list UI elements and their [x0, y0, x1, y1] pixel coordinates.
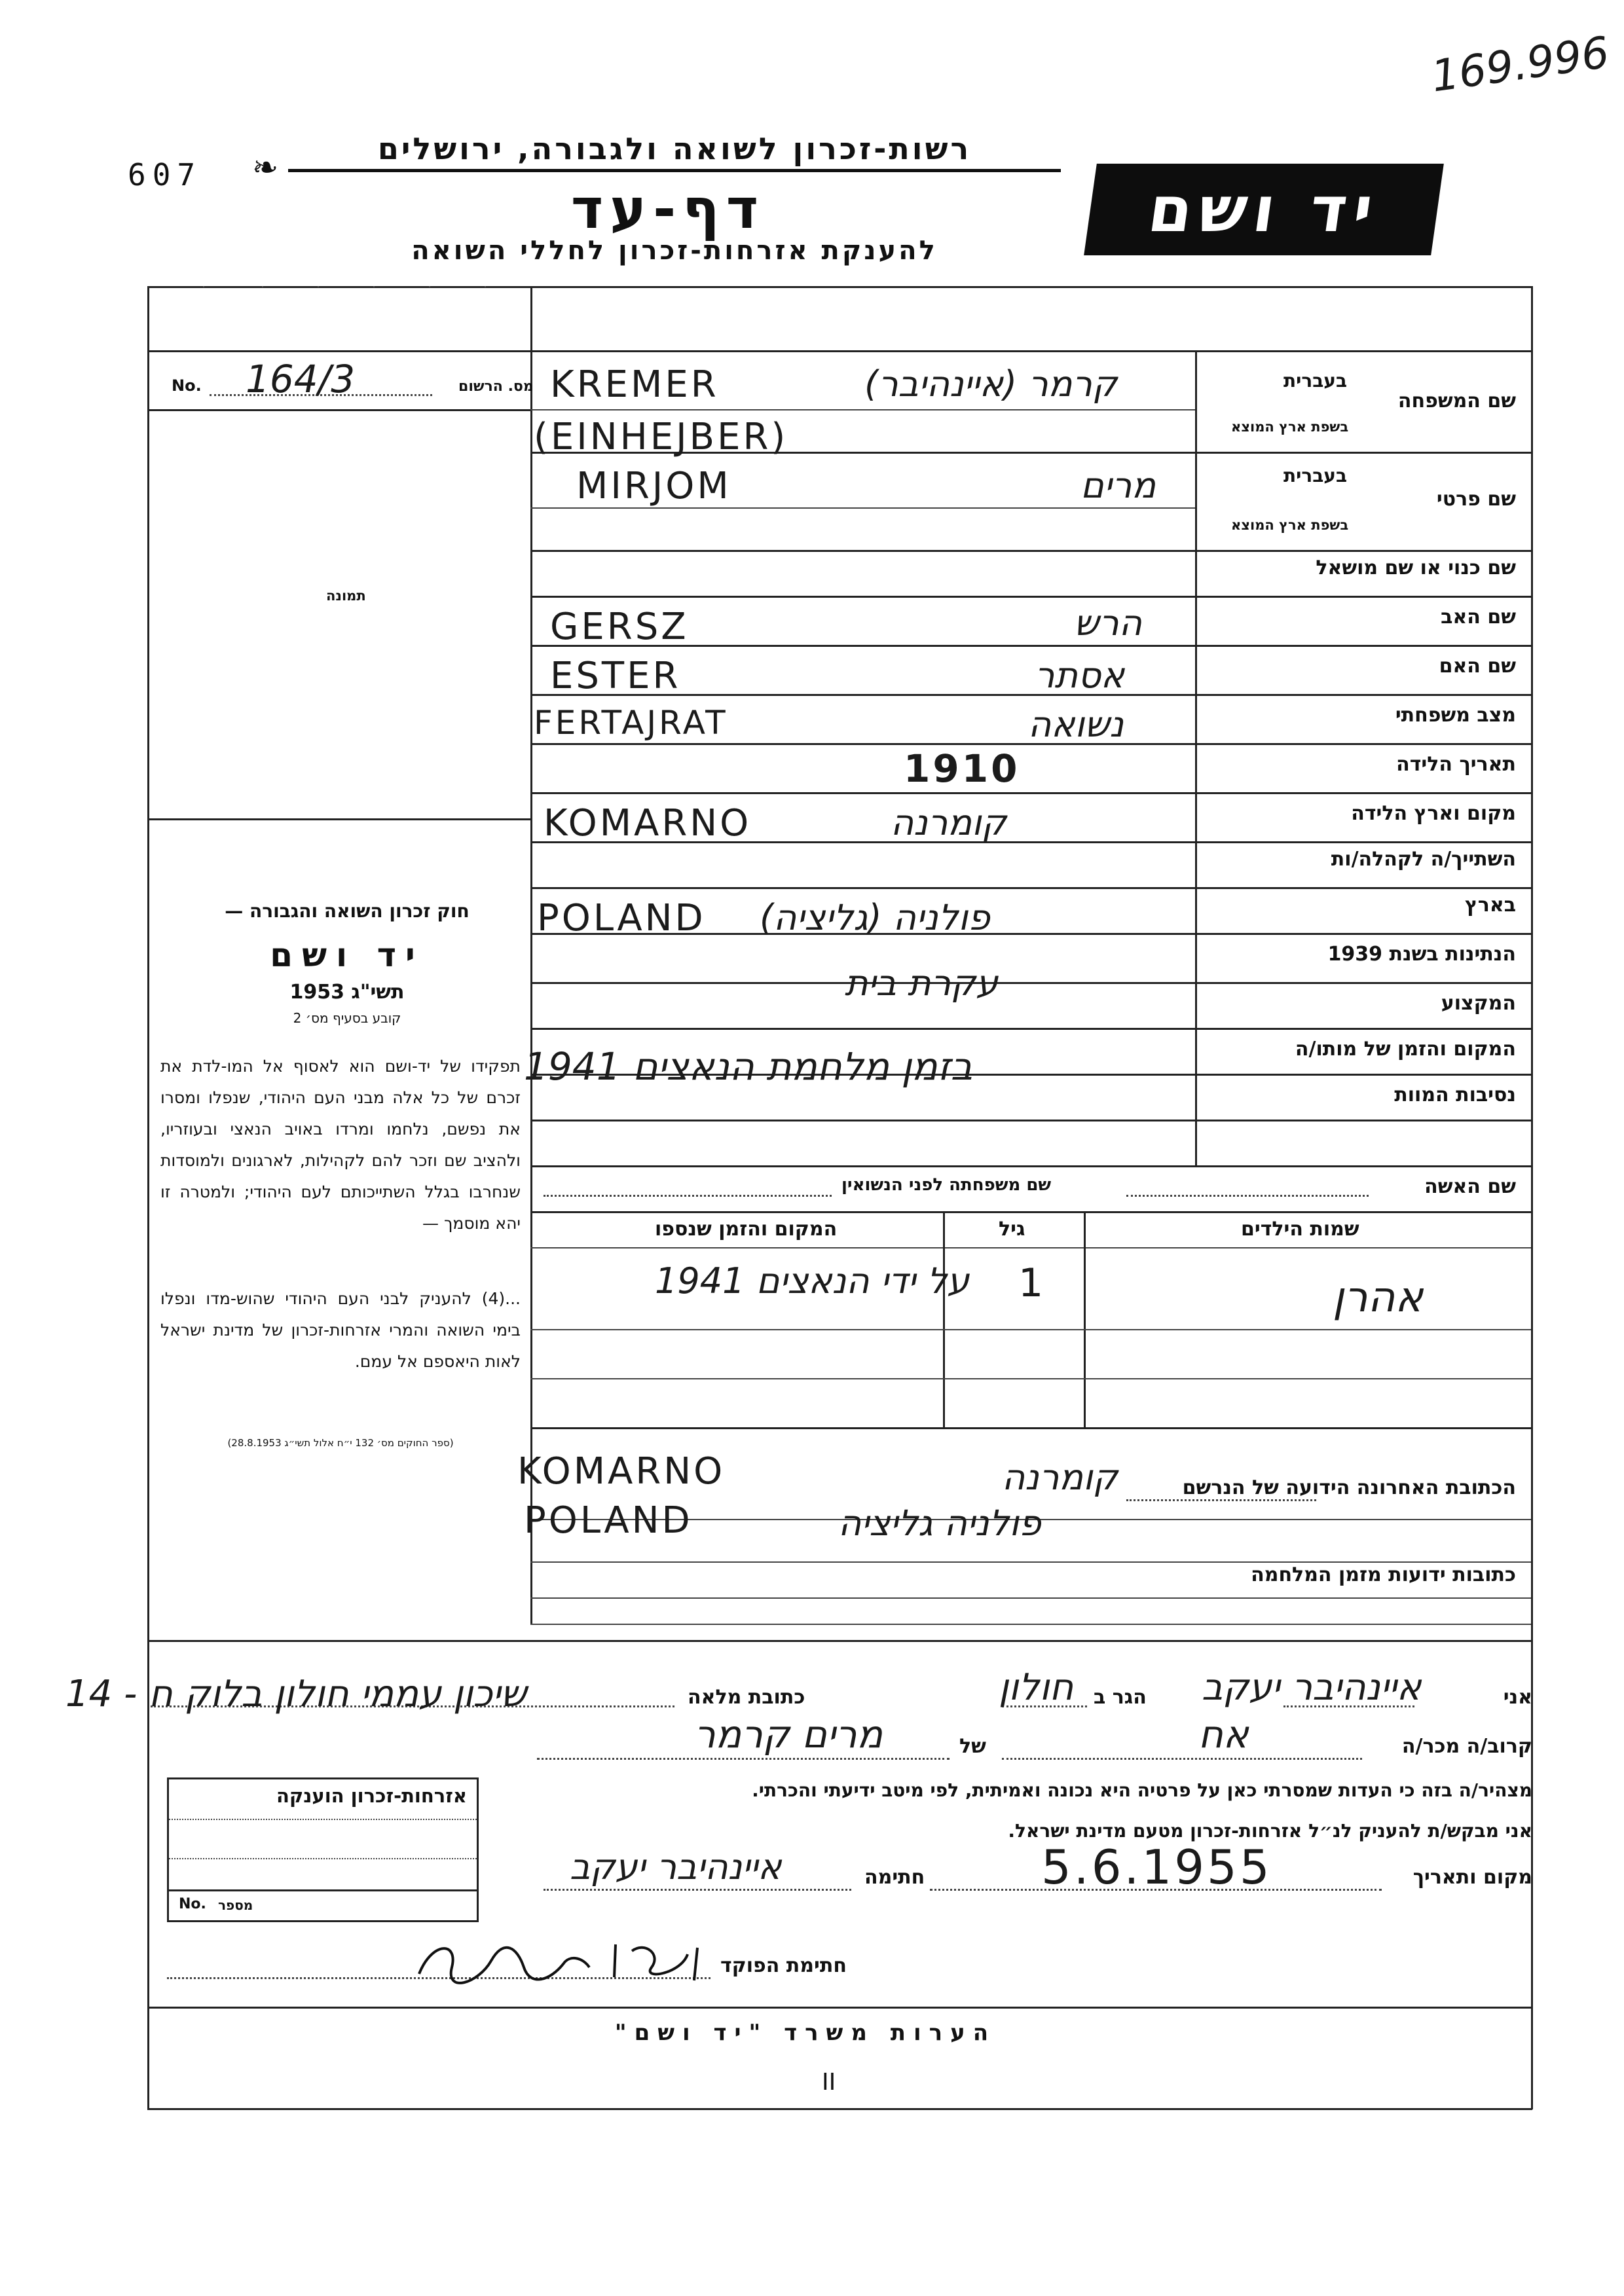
label-hebrew-2: בעברית [1283, 465, 1348, 486]
value-mother-latin: ESTER [550, 655, 681, 697]
value-profession: עקרת בית [845, 962, 999, 1004]
label-wife: שם האשה [1424, 1175, 1516, 1198]
citizenship-box [167, 1777, 479, 1922]
label-community: השתייך/ה לקהלה/ות [1331, 848, 1516, 871]
address-line1-latin: KOMARNO [517, 1450, 726, 1493]
declaration-text: מצהיר/ה בזה כי העדות שמסרתי כאן על פרטיה היא נכונה ואמיתית, לפי מיטב ידיעתי והכרתי. [752, 1779, 1532, 1801]
value-first-name-latin: MIRJOM [576, 465, 731, 507]
value-first-name-hebrew: מרים [1080, 465, 1156, 506]
law-paragraph-1: תפקידו של יד-ושם הוא לאסוף אל המו-לדת את זכרם של כל אלה מבני העם היהודי, שנפלו ומסרו את נפשם, נלחמו ומרדו באויב הנאצי ובעוזריו, ולהציב שם וזכר להם לקהילות, לארגונים ולמוסדות שנחרבו בגלל השתייכותם לעם היהודי; ולמטרה זו יהא מוסמך — [160, 1057, 521, 1233]
label-officer-signature: חתימת הפוקד [720, 1954, 847, 1977]
law-citation: (ספר החוקים מס׳ 132 י״ח אלול תשי״ג 28.8.1953) [227, 1437, 454, 1449]
label-father: שם האב [1441, 606, 1516, 629]
law-clause: קובע בסעיף מס׳ 2 [293, 1010, 401, 1026]
yad-vashem-logo [1084, 164, 1444, 255]
reg-no-label: No. [172, 376, 202, 395]
child-1-age: 1 [1018, 1260, 1046, 1306]
value-mother-hebrew: אסתר [1035, 655, 1125, 696]
margin-number: 607 [128, 157, 202, 192]
label-relation: קרוב/ה מכר/ה [1401, 1735, 1532, 1758]
declarant-signature: איינהיבר יעקב [570, 1846, 782, 1887]
label-profession: המקצוע [1441, 992, 1516, 1015]
declarant-date: 5.6.1955 [1041, 1840, 1272, 1895]
reg-number: 164/3 [246, 357, 356, 401]
child-1-name: אהרן [1333, 1273, 1424, 1322]
value-death: בזמן מלחמת הנאצים 1941 [524, 1044, 973, 1089]
frame-top [147, 286, 1532, 288]
address-line2-hebrew: פולניה גליציה [838, 1503, 1041, 1544]
label-full-address: כתובת מלאה [688, 1686, 805, 1709]
label-birthplace: מקום וארץ הלידה [1351, 802, 1516, 825]
label-mother: שם האם [1439, 655, 1516, 678]
law-paragraph-2: ...(4) להעניק לבני העם היהודי שהוש-מדו ונפלו בימי השואה והמרי אזרחות-זכרון של מדינת ישראל לאות היאספם אל עמם. [160, 1289, 521, 1371]
label-wartime-address: כתובות ידועות מזמן המלחמה [1251, 1563, 1516, 1586]
value-marital-latin: FERTAJRAT [534, 704, 728, 742]
label-family-name: שם המשפחה [1397, 390, 1516, 412]
photo-label: תמונה [326, 588, 366, 604]
label-place-date: מקום ותאריך [1412, 1866, 1532, 1889]
citizenship-box-number: מספר [218, 1897, 253, 1913]
footer-mark: II [822, 2069, 836, 2096]
label-citizenship: הנתינות בשנת 1939 [1327, 943, 1516, 966]
logo-text: יד ושם [1143, 173, 1384, 246]
label-hebrew-1: בעברית [1283, 370, 1348, 392]
declarant-name: איינהיבר יעקב [1202, 1666, 1422, 1709]
value-country-latin: POLAND [537, 897, 706, 939]
children-header-names: שמות הילדים [1241, 1218, 1359, 1241]
label-divider [1195, 350, 1197, 1165]
value-birthplace-latin: KOMARNO [544, 802, 752, 845]
request-text: אני מבקש/ת להעניק לנ״ל אזרחות-זכרון מטעם מדינת ישראל. [1008, 1820, 1532, 1842]
declarant-address: שיכון עממי חולון בלוק ח - 14 [65, 1673, 527, 1715]
declarant-relation: אח [1198, 1712, 1249, 1757]
label-marital: מצב משפחתי [1395, 704, 1516, 727]
value-country-hebrew: פולניה (גליציה) [760, 897, 990, 938]
declarant-resident: חולון [999, 1666, 1074, 1709]
label-maiden: שם משפחתה לפני הנשואין [841, 1175, 1052, 1195]
law-name: יד ושם [270, 936, 424, 974]
reg-label: מס. הרשום [458, 378, 534, 395]
label-nickname: שם כנוי או שם מושאל [1316, 556, 1516, 579]
label-death: המקום והזמן של מותו/ה [1295, 1038, 1516, 1061]
children-header-age: גיל [999, 1218, 1025, 1241]
archive-stamp-number: 169.996 [1428, 27, 1612, 102]
address-line1-hebrew: קומרנה [1002, 1457, 1118, 1498]
label-signature: חתימה [864, 1866, 925, 1889]
value-marital-hebrew: נשואה [1028, 704, 1124, 745]
margin-mark: ❧ [252, 149, 279, 186]
label-last-address: הכתובת האחרונה הידועה של הנרשם [1182, 1476, 1516, 1499]
law-title: חוק זכרון השואה והגבורה — [225, 900, 470, 922]
label-origin-1: בשפת ארץ המוצא [1231, 419, 1349, 435]
children-header-place: המקום והזמן שנספו [655, 1218, 838, 1241]
label-of: של [959, 1735, 986, 1758]
officer-signature-mark [406, 1928, 714, 1994]
citizenship-box-no: No. [179, 1896, 206, 1912]
label-origin-2: בשפת ארץ המוצא [1231, 517, 1349, 533]
value-family-name-latin: KREMER [550, 363, 719, 406]
value-birthdate: 1910 [904, 746, 1020, 791]
frame-left [147, 286, 149, 2109]
form-title: דף-עד [570, 177, 766, 241]
label-death-cause: נסיבות המוות [1394, 1084, 1516, 1106]
value-father-latin: GERSZ [550, 606, 689, 648]
label-birthdate: תאריך הלידה [1396, 753, 1516, 776]
footer-office-notes: הערות משרד "יד ושם" [614, 2020, 997, 2046]
label-resident: הגר ב [1094, 1686, 1147, 1709]
label-i: אני [1503, 1686, 1532, 1709]
header-authority: רשות-זכרון לשואה ולגבורה, ירושלים [288, 131, 1061, 172]
declarant-of: מרים קרמר [694, 1712, 883, 1757]
value-family-name-latin-2: (EINHEJBER) [534, 416, 788, 458]
child-1-place: על ידי הנאצים 1941 [655, 1260, 969, 1302]
value-father-hebrew: הרש [1074, 602, 1143, 644]
value-family-name-hebrew: קרמר (איינהיבר) [864, 363, 1118, 405]
address-line2-latin: POLAND [524, 1499, 693, 1542]
form-subtitle: להענקת אזרחות-זכרון לחללי השואה [411, 236, 938, 266]
label-country: בארץ [1464, 894, 1516, 917]
citizenship-box-title: אזרחות-זכרון הוענקה [276, 1785, 467, 1807]
value-birthplace-hebrew: קומרנה [891, 802, 1007, 843]
label-first-name: שם פרטי [1436, 488, 1516, 511]
law-year: תשי"ג 1953 [289, 981, 405, 1004]
main-divider [530, 286, 532, 1625]
